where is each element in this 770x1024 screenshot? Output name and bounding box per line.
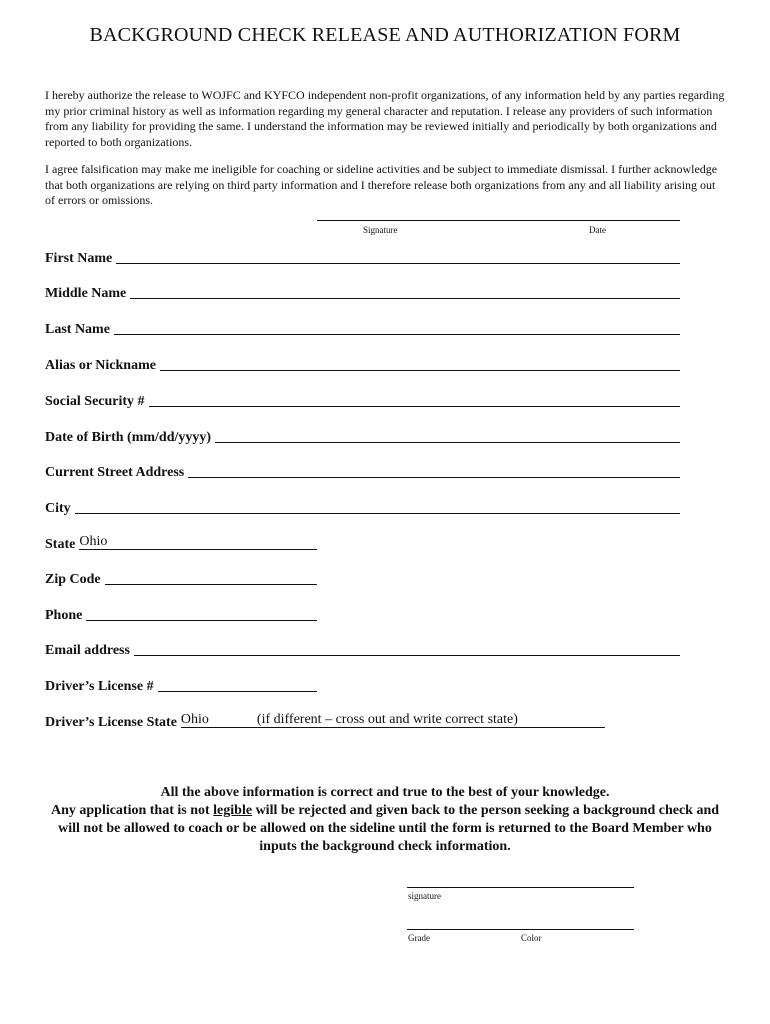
phone-label: Phone xyxy=(45,608,83,623)
notice-legible: legible xyxy=(213,803,253,818)
falsification-paragraph: I agree falsification may make me ineligible for coaching or sideline activities and be subject to immediate dismissal. I further acknowledge that both organizations are relying on third party information and I therefore release both organizations from any and all liability arising out of errors or omissions. xyxy=(45,162,718,207)
city-field[interactable] xyxy=(75,499,680,514)
street-field[interactable] xyxy=(188,463,680,478)
state-value: Ohio xyxy=(79,534,108,549)
alias-field[interactable] xyxy=(160,356,680,371)
ssn-row xyxy=(45,390,680,410)
state-label: State xyxy=(45,537,76,552)
dl-state-note: (if different – cross out and write correct state) xyxy=(256,712,518,727)
middle-name-field[interactable] xyxy=(130,284,680,299)
first-name-label: First Name xyxy=(45,251,113,266)
form-title: BACKGROUND CHECK RELEASE AND AUTHORIZATION FORM xyxy=(89,24,681,46)
state-row xyxy=(45,533,317,553)
dob-label: Date of Birth (mm/dd/yyyy) xyxy=(45,430,212,445)
grade-color-line[interactable] xyxy=(407,929,634,930)
dl-number-field[interactable] xyxy=(158,677,317,692)
alias-row xyxy=(45,354,680,374)
zip-field[interactable] xyxy=(105,570,317,585)
street-label: Current Street Address xyxy=(45,465,185,480)
zip-label: Zip Code xyxy=(45,572,101,587)
email-label: Email address xyxy=(45,643,130,658)
dl-state-value: Ohio xyxy=(180,712,209,727)
footer-signature-caption: signature xyxy=(408,891,441,901)
ssn-label: Social Security # xyxy=(45,394,145,409)
dl-number-row xyxy=(45,675,317,695)
date-caption: Date xyxy=(589,225,606,235)
middle-name-row xyxy=(45,282,680,302)
dl-state-field[interactable] xyxy=(181,713,605,728)
zip-row xyxy=(45,568,317,588)
signature-caption: Signature xyxy=(363,225,398,235)
notice-line-2 xyxy=(45,802,725,856)
notice-line-1: All the above information is correct and true to the best of your knowledge. xyxy=(160,785,610,800)
street-row xyxy=(45,461,680,481)
first-name-field[interactable] xyxy=(116,249,680,264)
dl-number-label: Driver’s License # xyxy=(45,679,154,694)
city-label: City xyxy=(45,501,71,516)
color-caption: Color xyxy=(521,933,542,943)
phone-row xyxy=(45,604,317,624)
grade-caption: Grade xyxy=(408,933,430,943)
email-field[interactable] xyxy=(134,641,680,656)
last-name-label: Last Name xyxy=(45,322,110,337)
last-name-row xyxy=(45,318,680,338)
last-name-field[interactable] xyxy=(114,320,680,335)
middle-name-label: Middle Name xyxy=(45,286,127,301)
footer-signature-line[interactable] xyxy=(407,887,634,888)
dob-field[interactable] xyxy=(215,428,680,443)
dl-state-label: Driver’s License State xyxy=(45,715,177,730)
phone-field[interactable] xyxy=(86,606,317,621)
dob-row xyxy=(45,426,680,446)
ssn-field[interactable] xyxy=(149,392,680,407)
first-name-row xyxy=(45,247,680,267)
authorization-paragraph: I hereby authorize the release to WOJFC and KYFCO independent non-profit organizations, of any information held by any parties regarding my prior criminal history as well as information regarding my general character and reputation. I release any providers of such information from any liability for providing the same. I understand the information may be reviewed initially and periodically by both organizations and reported to both organizations. xyxy=(45,88,725,149)
city-row xyxy=(45,497,680,517)
signature-date-line[interactable] xyxy=(317,220,680,221)
alias-label: Alias or Nickname xyxy=(45,358,156,373)
notice-pre: Any application that is not xyxy=(50,803,214,818)
email-row xyxy=(45,639,680,659)
notice-post: will be rejected and given back to the person seeking a background check and will not be allowed to coach or be allowed on the sideline until the form is returned to the Board Member who inputs the background check information. xyxy=(58,803,720,854)
state-field[interactable] xyxy=(79,535,317,550)
dl-state-row xyxy=(45,711,605,731)
notice-block xyxy=(45,784,725,856)
